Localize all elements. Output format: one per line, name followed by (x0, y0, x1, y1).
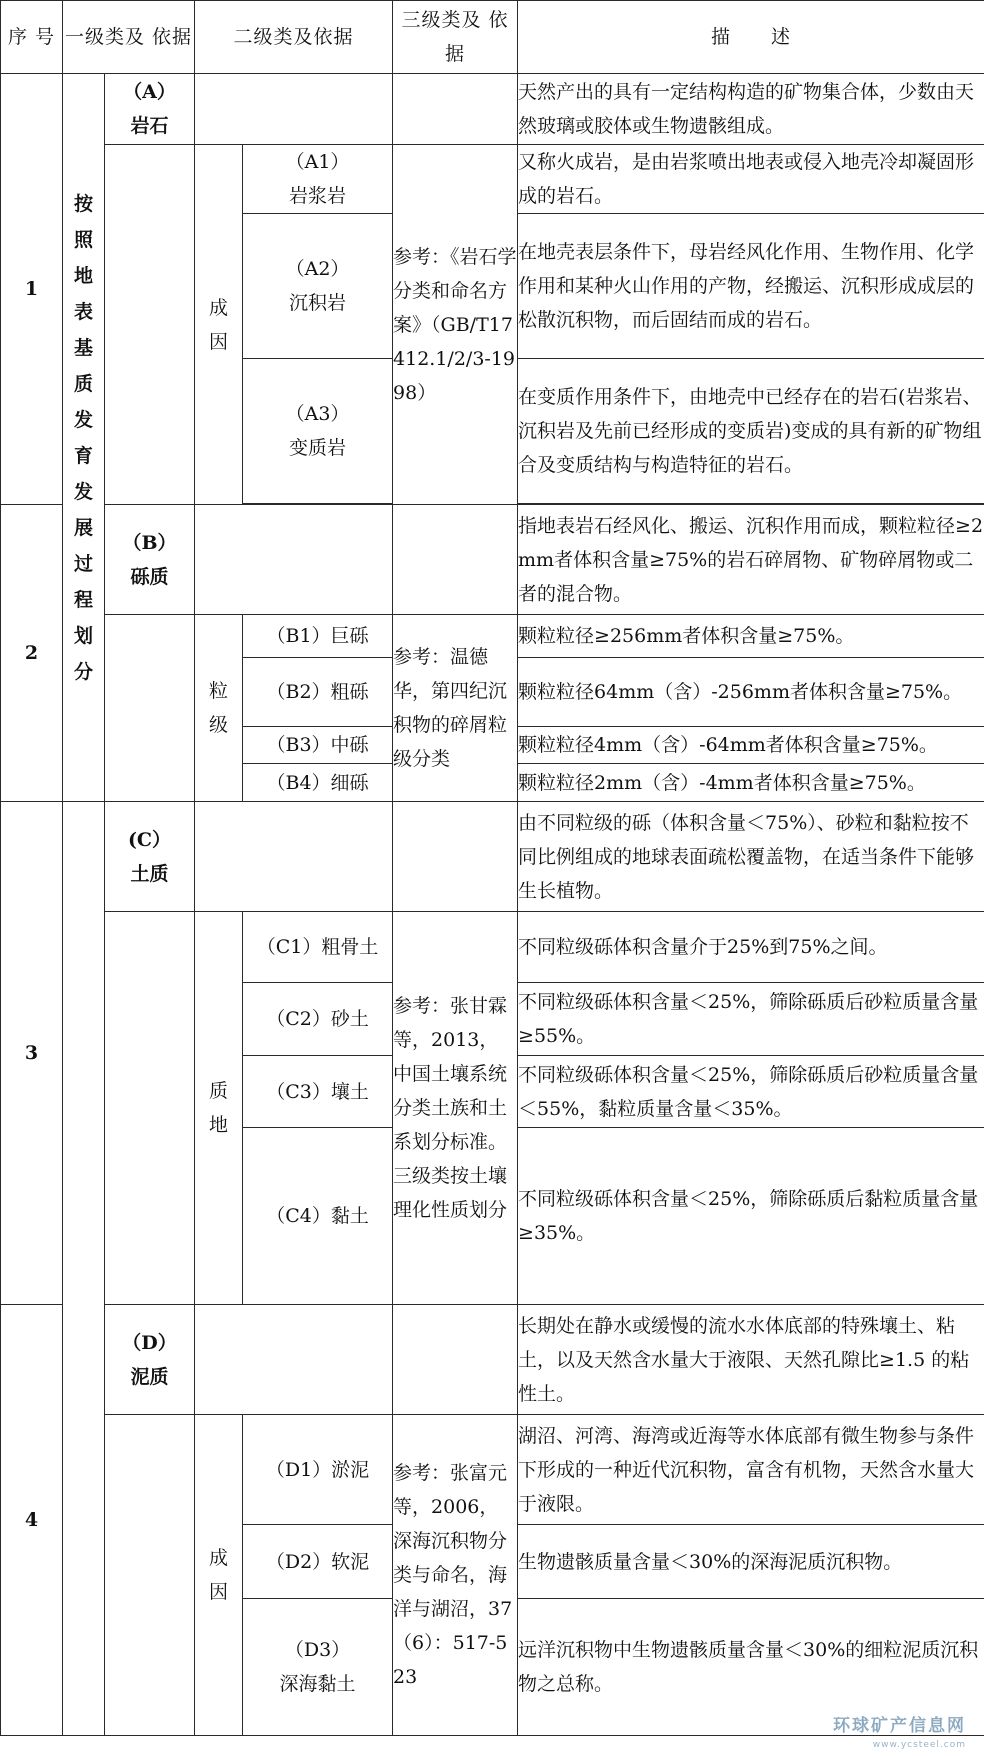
subclass-description: 颗粒粒径2mm（含）-4mm者体积含量≥75%。 (518, 764, 984, 802)
subclass-cell (243, 214, 393, 359)
subclass-cell (243, 727, 393, 764)
empty-cell (393, 505, 518, 615)
reference-cell: 参考：《岩石学分类和命名方案》（GB/T17412.1/2/3-1998） (393, 145, 518, 505)
empty-cell (393, 802, 518, 912)
empty-cell (105, 1415, 195, 1736)
watermark-text: 环球矿产信息网 (833, 1716, 966, 1736)
subclass-description: 生物遗骸质量含量＜30%的深海泥质沉积物。 (518, 1525, 984, 1599)
subclass-cell (243, 615, 393, 658)
subclass-code: （C1） (256, 936, 322, 958)
table-row (1, 912, 984, 983)
category-description: 由不同粒级的砾（体积含量＜75%）、砂粒和黏粒按不同比例组成的地球表面疏松覆盖物，在适当条件下能够生长植物。 (518, 802, 984, 912)
subclass-name: 壤土 (330, 1080, 369, 1103)
category-description: 指地表岩石经风化、搬运、沉积作用而成，颗粒粒径≥2mm者体积含量≥75%的岩石碎屑物、矿物碎屑物或二者的混合物。 (518, 505, 984, 615)
subclass-description: 颗粒粒径≥256mm者体积含量≥75%。 (518, 615, 984, 658)
category-cell (105, 505, 195, 615)
subclass-cell (243, 1056, 393, 1128)
subclass-cell (243, 658, 393, 727)
empty-cell (195, 74, 393, 145)
subclass-name: 淤泥 (331, 1458, 370, 1481)
subclass-code: （B2） (266, 681, 331, 703)
subclass-name: 黏土 (330, 1205, 369, 1227)
level2-basis (195, 1415, 243, 1736)
group-seq: 3 (1, 802, 63, 1305)
subclass-cell (243, 983, 393, 1056)
header-desc: 描 述 (518, 1, 984, 74)
header-row (1, 1, 984, 74)
subclass-description: 不同粒级砾体积含量＜25%，筛除砾质后砂粒质量含量≥55%。 (518, 983, 984, 1056)
subclass-name: 粗砾 (330, 681, 369, 703)
subclass-name: 中砾 (330, 734, 369, 756)
table-row (1, 1415, 984, 1525)
table-row (1, 615, 984, 658)
empty-cell (393, 74, 518, 145)
header-level3: 三级类及 依据 (393, 1, 518, 74)
level2-basis (195, 912, 243, 1305)
subclass-code: （C4） (266, 1205, 331, 1227)
subclass-description: 不同粒级砾体积含量介于25%到75%之间。 (518, 912, 984, 983)
group-seq: 4 (1, 1305, 63, 1736)
table-row (1, 74, 984, 145)
subclass-description: 湖沼、河湾、海湾或近海等水体底部有微生物参与条件下形成的一种近代沉积物，富含有机物，天然含水量大于液限。 (518, 1415, 984, 1525)
header-seq: 序 号 (1, 1, 63, 74)
category-cell (105, 1305, 195, 1415)
subclass-code: （B3） (266, 734, 331, 756)
empty-cell (63, 802, 105, 1736)
empty-cell (195, 1305, 393, 1415)
subclass-name: 软泥 (331, 1550, 370, 1573)
category-description: 天然产出的具有一定结构构造的矿物集合体，少数由天然玻璃或胶体或生物遗骸组成。 (518, 74, 984, 145)
subclass-name: 变质岩 (289, 437, 347, 459)
level2-basis (195, 615, 243, 802)
subclass-name: 细砾 (330, 771, 369, 794)
subclass-name: 砂土 (330, 1008, 369, 1030)
category-code: (C） (127, 828, 172, 851)
subclass-cell (243, 1128, 393, 1305)
category-code: （A） (123, 81, 176, 103)
category-code: （B） (122, 531, 177, 554)
category-name: 砾质 (130, 565, 169, 588)
empty-cell (393, 1305, 518, 1415)
subclass-description: 颗粒粒径4mm（含）-64mm者体积含量≥75%。 (518, 727, 984, 764)
level2-basis-text: 质地 (209, 1080, 229, 1136)
level1-basis (63, 74, 105, 802)
subclass-cell (243, 912, 393, 983)
subclass-code: （A3） (285, 403, 350, 425)
subclass-cell (243, 1525, 393, 1599)
subclass-cell (243, 764, 393, 802)
subclass-code: （C2） (266, 1008, 331, 1030)
subclass-code: （A2） (285, 258, 350, 280)
subclass-code: （B1） (266, 625, 331, 647)
table-row (1, 1305, 984, 1415)
subclass-cell (243, 145, 393, 214)
reference-cell: 参考：温德华，第四纪沉积物的碎屑粒级分类 (393, 615, 518, 802)
subclass-code: （C3） (266, 1080, 331, 1103)
category-name: 泥质 (130, 1365, 169, 1388)
empty-cell (105, 912, 195, 1305)
subclass-code: （D2） (265, 1550, 332, 1573)
category-name: 土质 (130, 862, 169, 885)
subclass-description: 又称火成岩，是由岩浆喷出地表或侵入地壳冷却凝固形成的岩石。 (518, 145, 984, 214)
reference-cell: 参考：张甘霖等，2013，中国土壤系统分类土族和土系划分标准。三级类按土壤理化性质划分 (393, 912, 518, 1305)
category-name: 岩石 (130, 115, 169, 137)
subclass-description: 远洋沉积物中生物遗骸质量含量＜30%的细粒泥质沉积物之总称。 (518, 1599, 984, 1736)
subclass-cell (243, 1415, 393, 1525)
subclass-description: 不同粒级砾体积含量＜25%，筛除砾质后砂粒质量含量＜55%，黏粒质量含量＜35%。 (518, 1056, 984, 1128)
level2-basis-text: 成因 (209, 1547, 229, 1603)
level2-basis-text: 粒级 (209, 680, 229, 736)
level2-basis-text: 成因 (209, 296, 229, 353)
subclass-description: 不同粒级砾体积含量＜25%，筛除砾质后黏粒质量含量≥35%。 (518, 1128, 984, 1305)
subclass-name: 沉积岩 (289, 292, 347, 314)
subclass-description: 在变质作用条件下，由地壳中已经存在的岩石(岩浆岩、沉积岩及先前已经形成的变质岩)变成的具有新的矿物组合及变质结构与构造特征的岩石。 (518, 359, 984, 504)
subclass-name: 深海黏土 (279, 1673, 356, 1695)
empty-cell (105, 615, 195, 802)
empty-cell (105, 145, 195, 505)
reference-cell: 参考：张富元等，2006，深海沉积物分类与命名，海洋与湖沼，37（6）：517-523 (393, 1415, 518, 1736)
header-level2: 二级类及依据 (195, 1, 393, 74)
level2-basis (195, 145, 243, 505)
subclass-description: 在地壳表层条件下，母岩经风化作用、生物作用、化学作用和某种火山作用的产物，经搬运、沉积形成成层的松散沉积物，而后固结而成的岩石。 (518, 214, 984, 359)
category-description: 长期处在静水或缓慢的流水水体底部的特殊壤土、粘土，以及天然含水量大于液限、天然孔隙比≥1.5 的粘性土。 (518, 1305, 984, 1415)
subclass-cell (243, 1599, 393, 1736)
subclass-code: （D1） (265, 1458, 332, 1481)
subclass-code: （B4） (266, 771, 331, 794)
subclass-code: （A1） (285, 151, 350, 173)
subclass-name: 巨砾 (330, 625, 369, 647)
category-cell (105, 802, 195, 912)
empty-cell (195, 802, 393, 912)
subclass-cell (243, 359, 393, 504)
subclass-name: 岩浆岩 (289, 185, 347, 207)
watermark-url: www.ycsteel.com (872, 1740, 966, 1750)
subclass-description: 颗粒粒径64mm（含）-256mm者体积含量≥75%。 (518, 658, 984, 727)
empty-cell (195, 505, 393, 615)
subclass-name: 粗骨土 (321, 936, 379, 958)
level1-basis-text: 按照地表基质发育发展过程划分 (73, 192, 93, 683)
category-cell (105, 74, 195, 145)
category-code: （D） (122, 1331, 177, 1354)
table-row (1, 802, 984, 912)
table-row (1, 145, 984, 214)
group-seq: 1 (1, 74, 63, 505)
table-row (1, 505, 984, 615)
subclass-code: （D3） (284, 1639, 351, 1661)
header-level1: 一级类及 依据 (63, 1, 195, 74)
group-seq: 2 (1, 505, 63, 802)
